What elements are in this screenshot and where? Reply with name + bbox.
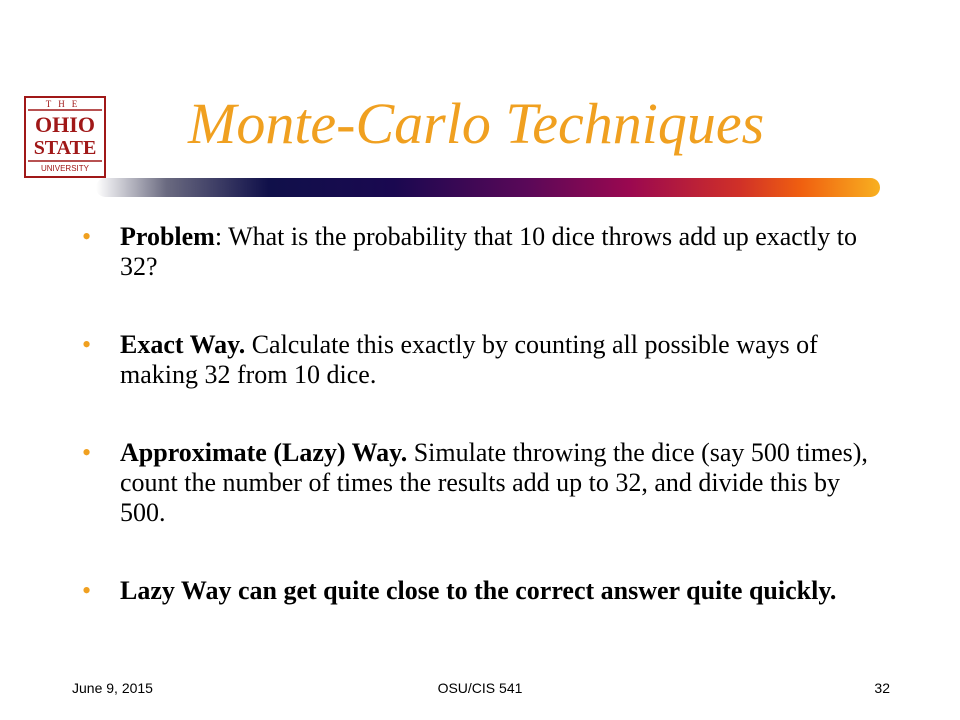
- logo-text-university: UNIVERSITY: [40, 164, 90, 173]
- logo-text-state: STATE: [33, 137, 97, 159]
- bullet-item-exact-way: [78, 330, 878, 390]
- footer-page-number: 32: [874, 680, 890, 696]
- ohio-state-logo: [24, 96, 106, 178]
- bullet-item-lazy-way: [78, 438, 878, 528]
- bullet-text: : What is the probability that 10 dice throws add up exactly to 32?: [120, 222, 857, 281]
- logo-text-ohio: OHIO: [35, 112, 95, 137]
- bullet-dot-icon: •: [82, 438, 92, 467]
- bullet-item-problem: [78, 222, 878, 282]
- bullet-item-conclusion: [78, 576, 878, 606]
- bullet-text: Calculate this exactly by counting all possible ways of making 32 from 10 dice.: [120, 330, 818, 389]
- title-gradient-bar: [96, 178, 880, 197]
- bullet-lead: Exact Way.: [120, 330, 246, 359]
- footer-course: OSU/CIS 541: [437, 680, 523, 696]
- bullet-dot-icon: •: [82, 222, 92, 251]
- slide-title: Monte-Carlo Techniques: [188, 91, 765, 156]
- bullet-text: Simulate throwing the dice (say 500 times), count the number of times the results add up to 32, and divide this by 500.: [120, 438, 868, 527]
- bullet-lead: Approximate (Lazy) Way.: [120, 438, 408, 467]
- bullet-lead: Lazy Way can get quite close to the correct answer quite quickly.: [120, 576, 837, 605]
- logo-text-the: THE: [45, 99, 85, 109]
- footer-date: June 9, 2015: [72, 680, 153, 696]
- bullet-dot-icon: •: [82, 576, 92, 605]
- bullet-dot-icon: •: [82, 330, 92, 359]
- bullet-list: [78, 222, 878, 606]
- bullet-lead: Problem: [120, 222, 215, 251]
